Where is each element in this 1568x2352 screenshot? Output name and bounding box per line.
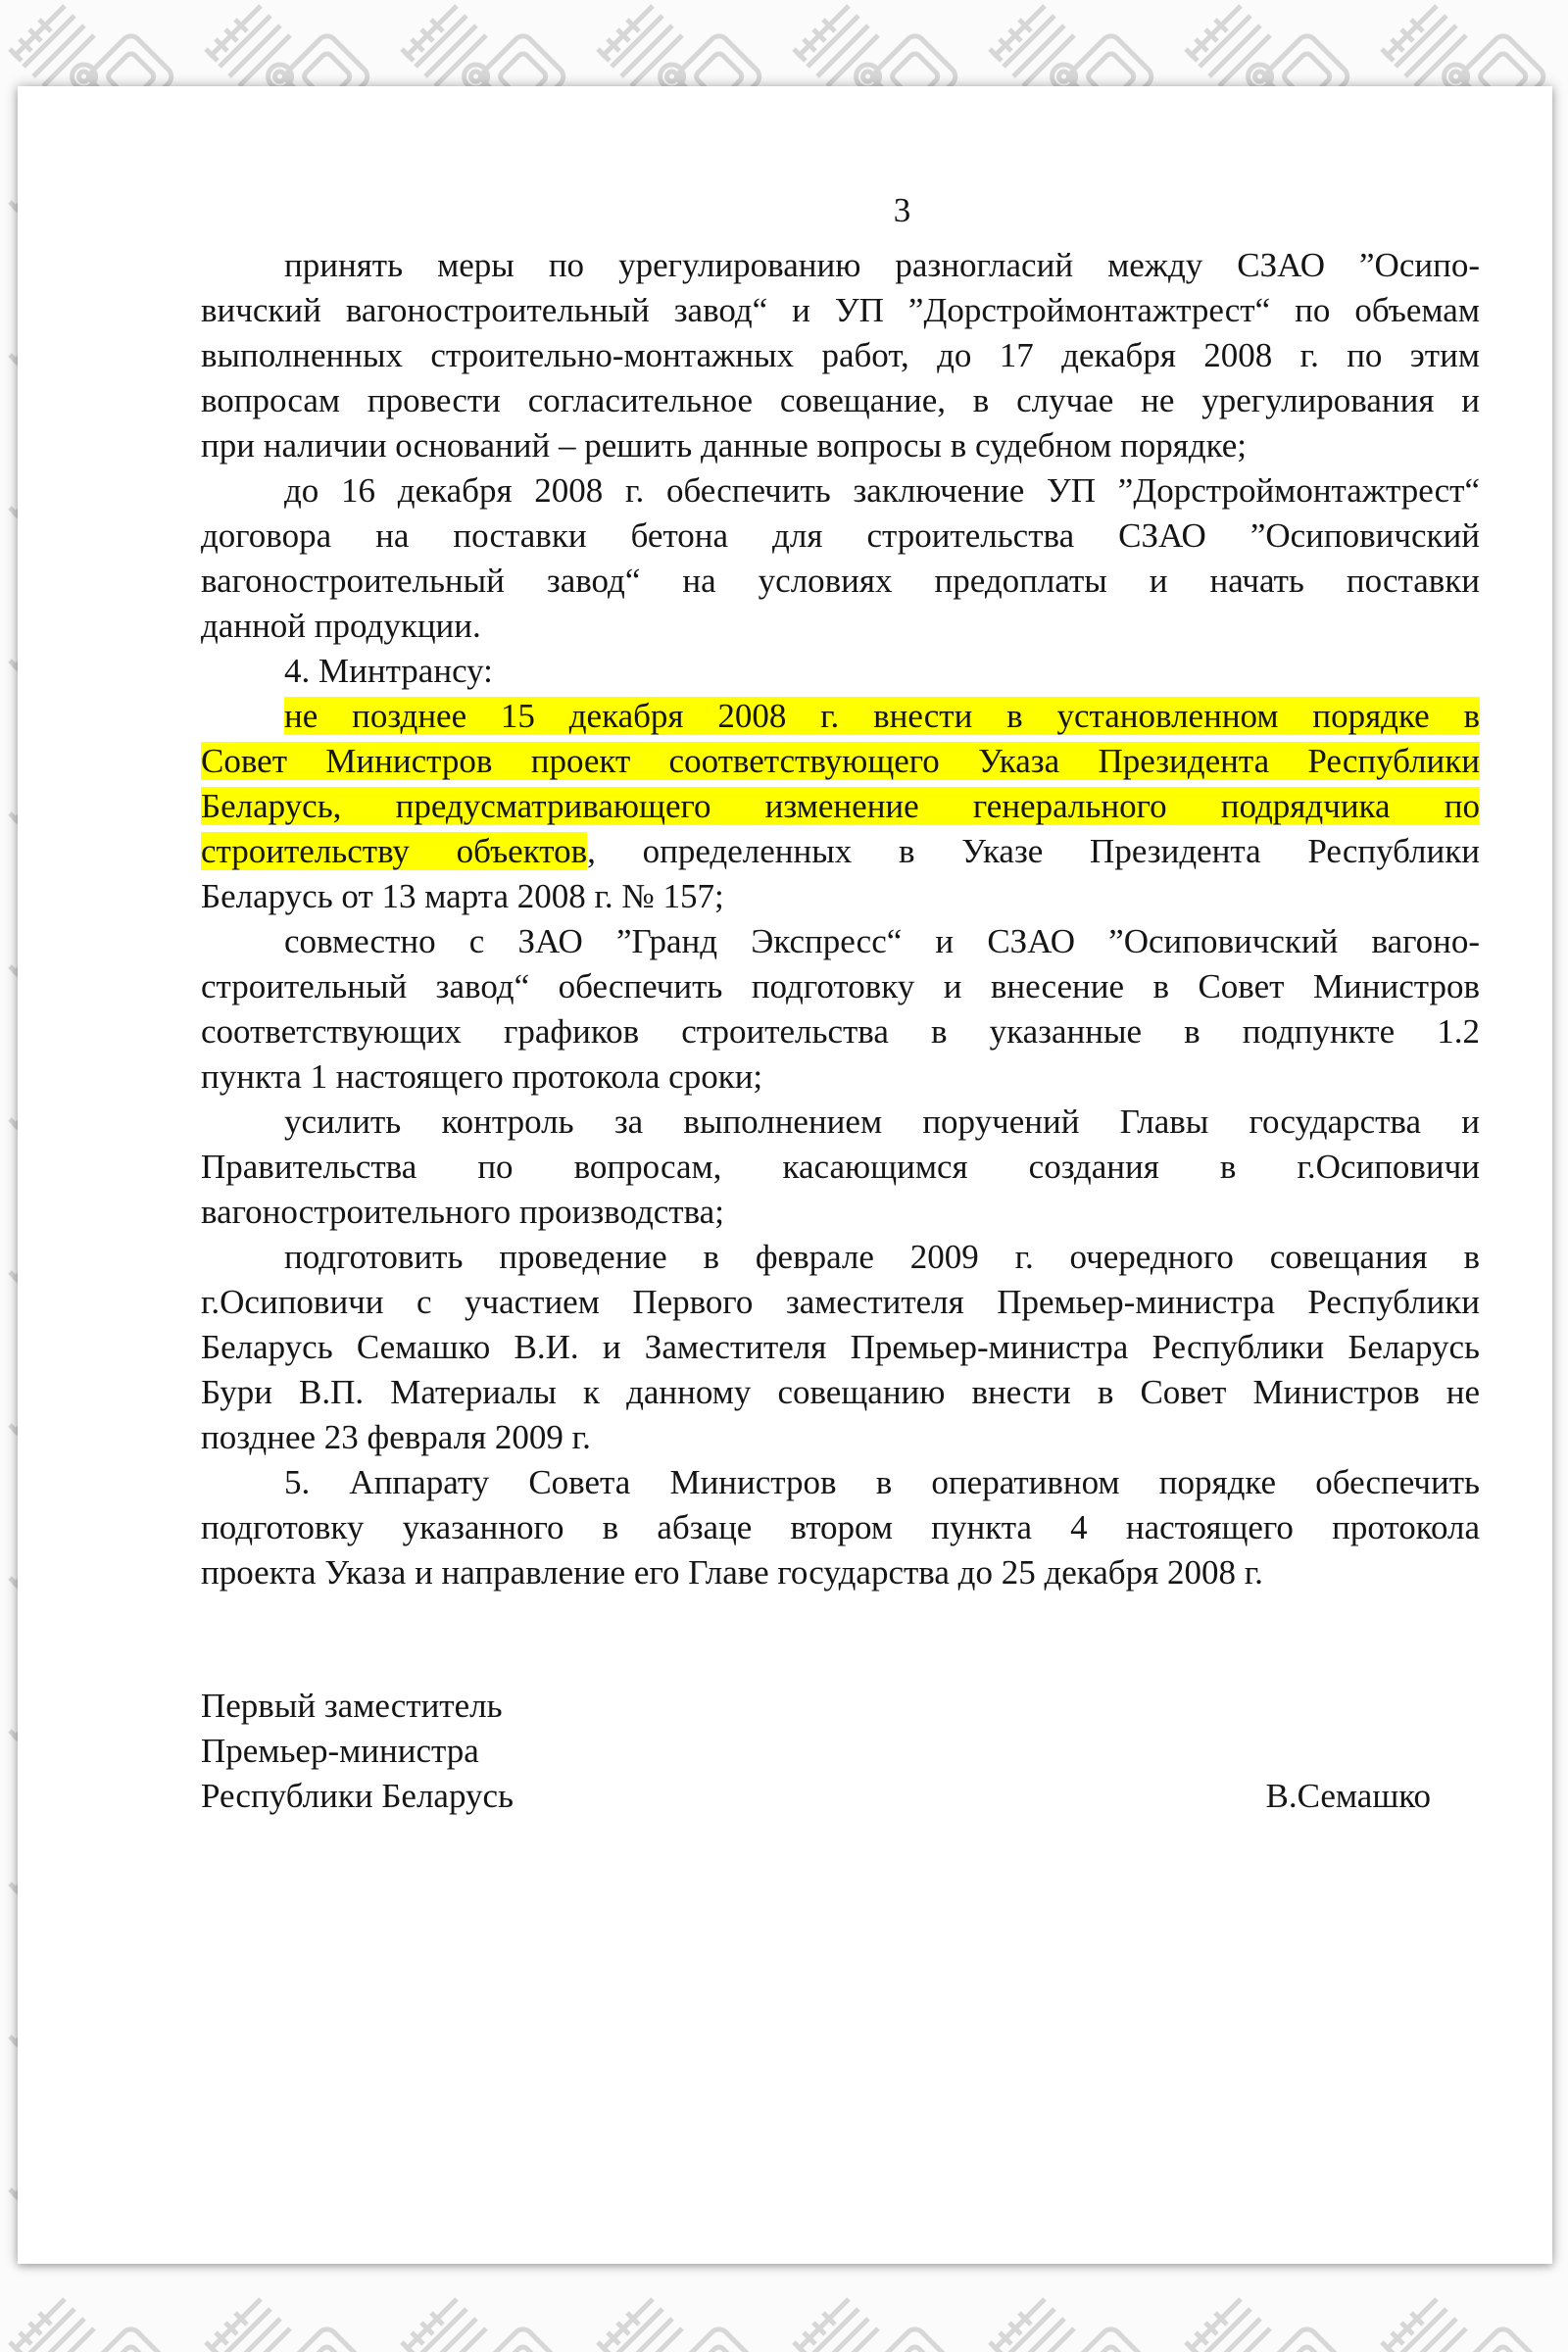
text-line [201,559,1480,604]
text-line [201,1370,1480,1415]
text-line [201,288,1480,333]
body-paragraph [201,1460,1480,1595]
text-segment: Беларусь от 13 марта 2008 г. № 157; [201,877,724,915]
text-segment: 5. Аппарату Совета Министров в оперативном порядке обеспечить [284,1463,1480,1501]
body-paragraph [201,468,1480,649]
page-number: 3 [893,191,911,229]
text-line [201,1325,1480,1370]
text-line [201,964,1480,1009]
signature-title-line: Первый заместитель [201,1687,503,1725]
text-line [201,829,1480,874]
text-line [201,1415,1480,1460]
text-segment: вопросам провести согласительное совещание, в случае не урегулирования и [201,381,1480,419]
text-segment: соответствующих графиков строительства в указанные в подпункте 1.2 [201,1012,1480,1051]
text-line [201,1145,1480,1190]
text-line [201,649,1480,694]
text-line [201,694,1480,739]
text-line [201,1550,1480,1595]
text-line [201,1280,1480,1325]
text-segment: 4. Минтрансу: [284,652,493,690]
text-line [201,1100,1480,1145]
document-body [201,243,1480,1595]
body-paragraph [201,919,1480,1100]
page-content [18,86,1552,1819]
text-segment: подготовить проведение в феврале 2009 г. очередного совещания в [284,1238,1480,1276]
text-line [201,423,1480,468]
text-segment: вичский вагоностроительный завод“ и УП ”Дорстроймонтажтрест“ по объемам [201,291,1480,329]
body-paragraph [201,1235,1480,1460]
text-segment: Правительства по вопросам, касающимся создания в г.Осиповичи [201,1148,1480,1186]
text-segment: при наличии оснований – решить данные вопросы в судебном порядке; [201,426,1248,465]
highlighted-text: Совет Министров проект соответствующего Указа Президента Республики [201,742,1480,780]
text-line [201,604,1480,649]
text-segment: г.Осиповичи с участием Первого заместителя Премьер-министра Республики [201,1283,1480,1321]
text-line [201,514,1480,559]
text-segment: выполненных строительно-монтажных работ, до 17 декабря 2008 г. по этим [201,336,1480,374]
highlighted-text: Беларусь, предусматривающего изменение генерального подрядчика по [201,787,1480,825]
text-line [201,1054,1480,1100]
text-line [201,919,1480,964]
text-segment: Беларусь Семашко В.И. и Заместителя Премьер-министра Республики Беларусь [201,1328,1480,1366]
signature-title-line: Премьер-министра [201,1732,479,1770]
text-segment: строительный завод“ обеспечить подготовку и внесение в Совет Министров [201,967,1480,1005]
text-segment: до 16 декабря 2008 г. обеспечить заключение УП ”Дорстроймонтажтрест“ [284,471,1480,510]
text-line [201,784,1480,829]
text-line [201,1190,1480,1235]
text-line [201,378,1480,423]
body-paragraph [201,694,1480,919]
body-paragraph [201,243,1480,468]
highlighted-text: не позднее 15 декабря 2008 г. внести в установленном порядке в [284,697,1480,735]
text-segment: совместно с ЗАО ”Гранд Экспресс“ и СЗАО ”Осиповичский вагоно- [284,922,1480,960]
document-page [18,86,1552,2264]
highlighted-text: строительству объектов [201,832,588,870]
text-line [201,739,1480,784]
text-line [201,243,1480,288]
text-line [201,333,1480,378]
text-line [201,1009,1480,1054]
text-segment: вагоностроительный завод“ на условиях предоплаты и начать поставки [201,562,1480,600]
text-segment: , определенных в Указе Президента Республики [587,832,1480,870]
text-segment: усилить контроль за выполнением поручений Главы государства и [284,1102,1480,1141]
text-segment: проекта Указа и направление его Главе государства до 25 декабря 2008 г. [201,1553,1263,1592]
text-line [201,1505,1480,1550]
text-segment: подготовку указанного в абзаце втором пункта 4 настоящего протокола [201,1508,1480,1546]
text-line [201,874,1480,919]
text-segment: данной продукции. [201,607,481,645]
text-segment: Бури В.П. Материалы к данному совещанию внести в Совет Министров не [201,1373,1480,1411]
signatory-name: В.Семашко [1265,1777,1431,1815]
text-segment: вагоностроительного производства; [201,1193,724,1231]
text-line [201,1460,1480,1505]
text-line [201,1235,1480,1280]
signature-title-line: Республики Беларусь [201,1777,514,1815]
text-segment: позднее 23 февраля 2009 г. [201,1418,591,1456]
text-line [201,468,1480,514]
text-segment: пункта 1 настоящего протокола сроки; [201,1057,763,1096]
body-paragraph [201,649,1480,694]
signature-block [201,1684,1480,1819]
text-segment: договора на поставки бетона для строительства СЗАО ”Осиповичский [201,516,1480,555]
body-paragraph [201,1100,1480,1235]
text-segment: принять меры по урегулированию разногласий между СЗАО ”Осипо- [284,246,1480,284]
